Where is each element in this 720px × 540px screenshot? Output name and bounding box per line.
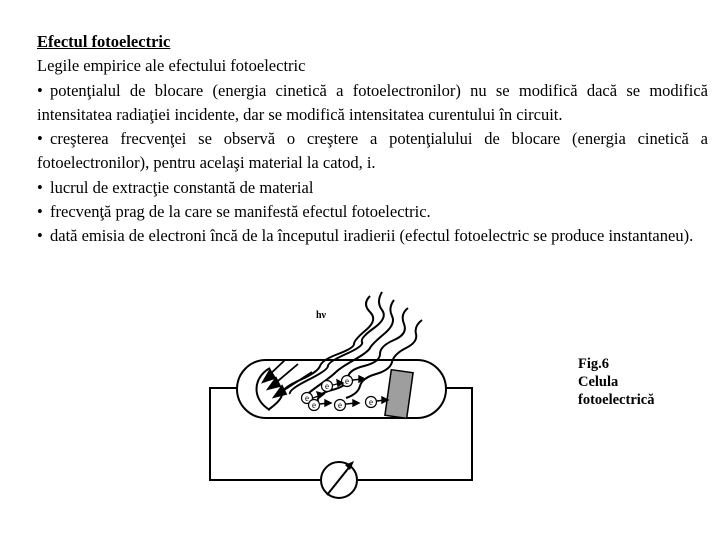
electron (366, 397, 377, 408)
bullet-dot: • (37, 177, 43, 197)
bullet-text: lucrul de extracţie constantă de material (50, 177, 314, 197)
electron-label: e (312, 400, 316, 410)
caption-line: fotoelectrică (578, 392, 655, 408)
bullet-text: creşterea frecvenţei se observă o creştere a potenţialului de blocare (energia cinetică a fotoelectronilor), pentru acelaşi material la catod, i. (37, 129, 708, 173)
caption-line: Fig.6 (578, 356, 610, 372)
electron-label: e (325, 381, 329, 391)
bullet-dot: • (37, 226, 43, 246)
bullet-dot: • (37, 80, 43, 100)
bullet-dot: • (37, 129, 43, 149)
bullet-dot: • (37, 202, 43, 222)
electron-label: e (345, 376, 349, 386)
photon-label: hν (316, 310, 327, 321)
electron-label: e (305, 393, 309, 403)
electron-label: e (338, 400, 342, 410)
caption-line: Celula (578, 374, 619, 390)
electron (342, 376, 353, 387)
ammeter (321, 461, 357, 498)
page-subtitle: Legile empirice ale efectului fotoelectric (37, 56, 306, 76)
figure-caption (578, 355, 654, 409)
electron (309, 400, 320, 411)
electron (322, 381, 333, 392)
page-title: Efectul fotoelectric (37, 32, 171, 51)
electron (335, 400, 346, 411)
bullet-text: potenţialul de blocare (energia cinetică a fotoelectronilor) nu se modifică dacă se modifică intensitatea radiaţiei incidente, dar se modifică intensitatea curentului în circuit. (37, 80, 708, 124)
bullet-text: frecvenţă prag de la care se manifestă efectul fotoelectric. (50, 202, 431, 222)
electron-label: e (369, 397, 373, 407)
bullet-text: dată emisia de electroni încă de la începutul iradierii (efectul fotoelectric se produce instantaneu). (50, 226, 694, 246)
